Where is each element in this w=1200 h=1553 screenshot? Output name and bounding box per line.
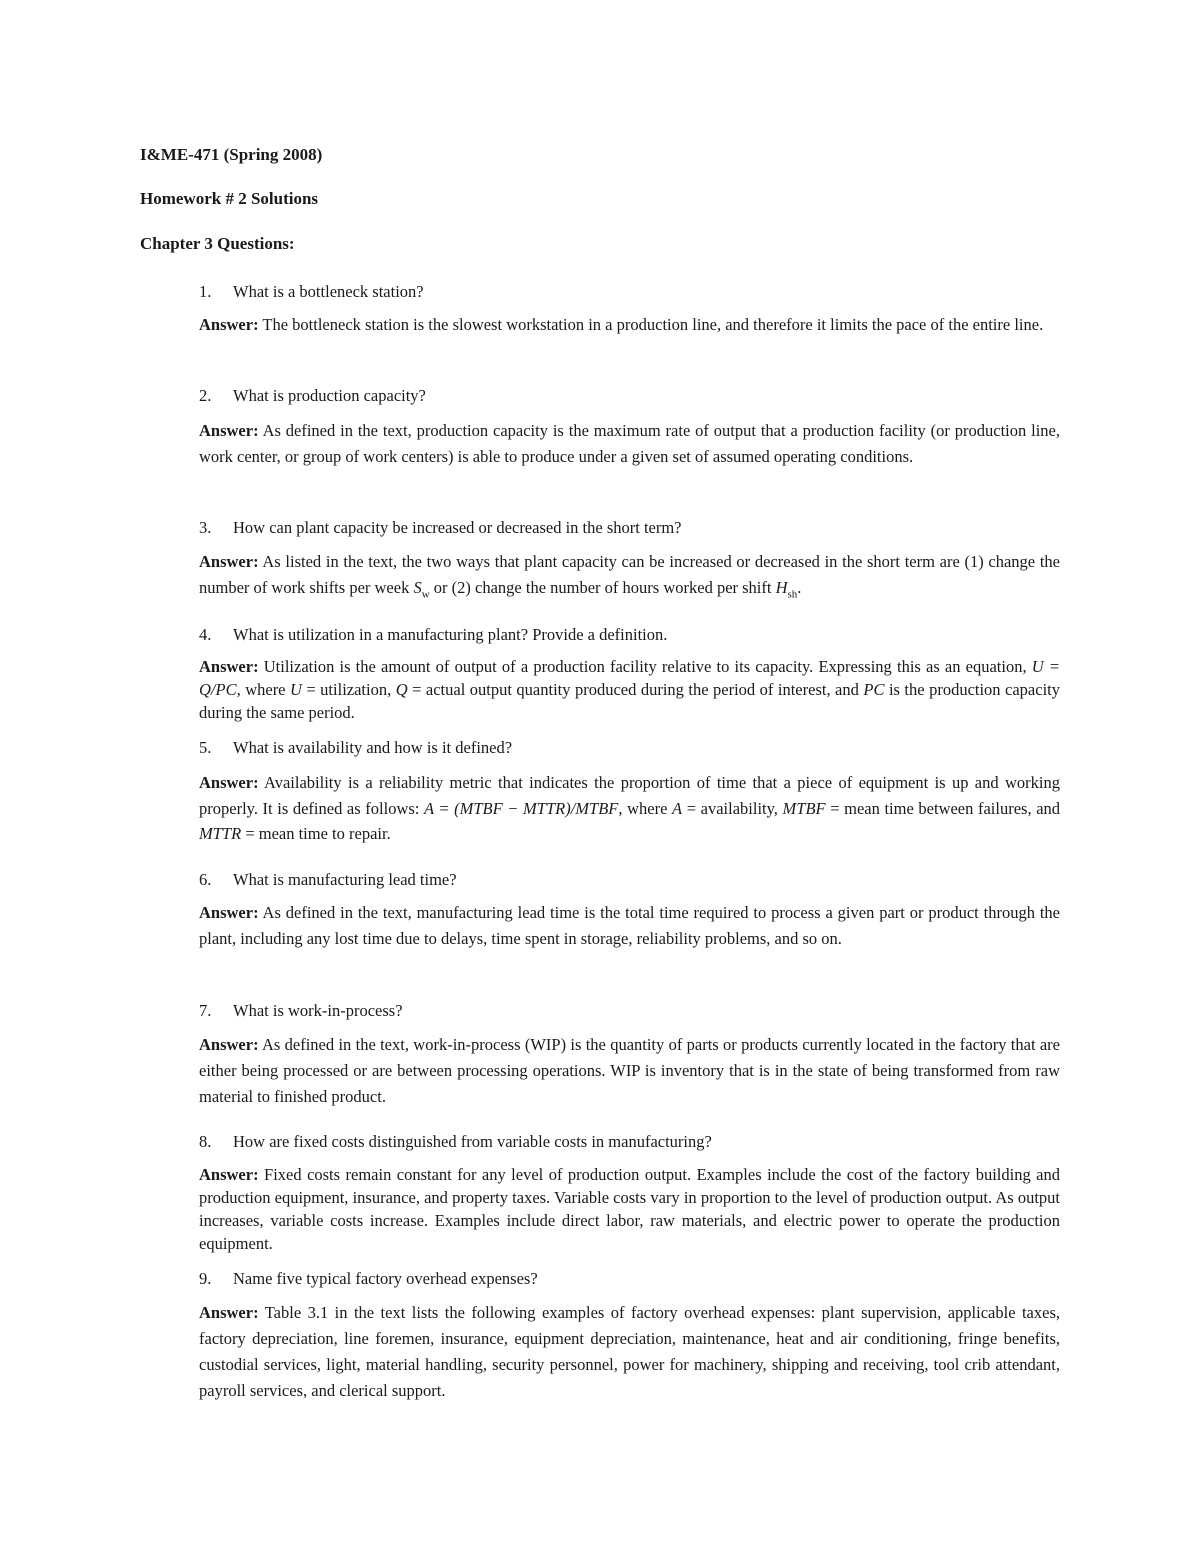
equation: U = Q/PC	[199, 657, 1060, 699]
var-mttr: MTTR	[199, 824, 242, 843]
question-number: 2.	[199, 386, 212, 405]
question-text: How are fixed costs distinguished from variable costs in manufacturing?	[233, 1132, 712, 1151]
question-text: What is work-in-process?	[233, 1001, 403, 1020]
question-text: How can plant capacity be increased or decreased in the short term?	[233, 518, 682, 537]
question-number: 8.	[199, 1132, 212, 1151]
document-title: Homework # 2 Solutions	[140, 189, 319, 208]
answer-text: = mean time between failures, and	[825, 798, 1061, 818]
question-1	[199, 281, 1069, 303]
answer-text: Table 3.1 in the text lists the following examples of factory overhead expenses: plant supervision, applicable taxes, factory depreciation, line foremen, insurance, equipment depreciation, maintenance, heat and air conditioning, fringe benefits, custodial services, light, material handling, security personnel, power for machinery, shipping and receiving, tool crib attendant, payroll services, and clerical support.	[199, 1303, 1061, 1400]
answer-label: Answer:	[199, 315, 259, 334]
var-hours: H	[775, 577, 788, 597]
answer-4	[199, 655, 1060, 724]
answer-text: As listed in the text, the two ways that plant capacity can be increased or decreased in the short term are (1) change the number of work shifts per week	[199, 552, 1060, 597]
answer-text: , where	[618, 798, 673, 818]
answer-label: Answer:	[199, 773, 259, 792]
question-number: 4.	[199, 625, 212, 644]
section-heading: Chapter 3 Questions:	[140, 234, 295, 253]
question-number: 6.	[199, 870, 212, 889]
answer-label: Answer:	[199, 1035, 259, 1054]
question-text: What is production capacity?	[233, 386, 426, 405]
question-9	[199, 1268, 1069, 1290]
answer-text: is the production capacity during the same period.	[199, 680, 1061, 722]
answer-text: As defined in the text, work-in-process (WIP) is the quantity of parts or products currently located in the factory that are either being processed or are between processing operations. WIP is inventory that is in the state of being transformed from raw material to finished product.	[199, 1035, 1060, 1106]
var-pc: PC	[863, 680, 885, 699]
question-7	[199, 1000, 1069, 1022]
question-text: What is utilization in a manufacturing plant? Provide a definition.	[233, 625, 668, 644]
answer-9	[199, 1300, 1060, 1404]
answer-text: .	[797, 577, 802, 597]
var-hours-sub: sh	[787, 587, 798, 600]
answer-8	[199, 1163, 1060, 1255]
question-text: What is manufacturing lead time?	[233, 870, 457, 889]
question-3	[199, 517, 1069, 539]
question-text: Name five typical factory overhead expenses?	[233, 1269, 538, 1288]
answer-7	[199, 1032, 1060, 1110]
answer-3	[199, 549, 1060, 600]
answer-6	[199, 900, 1060, 951]
answer-text: As defined in the text, production capacity is the maximum rate of output that a production facility (or production line, work center, or group of work centers) is able to produce under a given set of assumed operating conditions.	[199, 421, 1060, 466]
answer-text: = mean time to repair.	[241, 824, 391, 843]
answer-5	[199, 770, 1060, 847]
question-number: 1.	[199, 282, 212, 301]
answer-text: The bottleneck station is the slowest workstation in a production line, and therefore it limits the pace of the entire line.	[262, 315, 1044, 334]
var-a: A	[672, 798, 683, 818]
answer-label: Answer:	[199, 903, 259, 922]
var-shifts-sub: w	[421, 587, 430, 600]
course-heading: I&ME-471 (Spring 2008)	[140, 145, 323, 164]
answer-label: Answer:	[199, 1165, 259, 1184]
question-text: What is a bottleneck station?	[233, 282, 424, 301]
answer-text: , where	[236, 680, 290, 699]
answer-2	[199, 418, 1060, 469]
question-8	[199, 1131, 1069, 1153]
question-2	[199, 385, 1069, 407]
question-4	[199, 624, 1069, 646]
question-5	[199, 737, 1069, 759]
var-shifts: S	[413, 577, 422, 597]
question-text: What is availability and how is it defined?	[233, 738, 513, 757]
answer-text: Utilization is the amount of output of a production facility relative to its capacity. Expressing this as an equation,	[263, 657, 1032, 676]
answer-text: = availability,	[682, 798, 783, 818]
question-number: 3.	[199, 518, 212, 537]
answer-text: or (2) change the number of hours worked per shift	[429, 577, 776, 597]
answer-text: Fixed costs remain constant for any level of production output. Examples include the cost of the factory building and production equipment, insurance, and property taxes. Variable costs vary in proportion to the level of production output. As output increases, variable costs increase. Examples include direct labor, raw materials, and electric power to operate the production equipment.	[199, 1165, 1060, 1253]
answer-label: Answer:	[199, 552, 259, 571]
question-number: 5.	[199, 738, 212, 757]
var-mtbf: MTBF	[782, 798, 826, 818]
answer-text: = actual output quantity produced during the period of interest, and	[407, 680, 864, 699]
question-number: 9.	[199, 1269, 212, 1288]
answer-label: Answer:	[199, 421, 259, 440]
var-u: U	[290, 680, 302, 699]
answer-1	[199, 312, 1060, 338]
answer-label: Answer:	[199, 657, 259, 676]
question-number: 7.	[199, 1001, 212, 1020]
question-6	[199, 869, 1069, 891]
answer-text: = utilization,	[301, 680, 396, 699]
answer-text: As defined in the text, manufacturing lead time is the total time required to process a given part or product through the plant, including any lost time due to delays, time spent in storage, reliability problems, and so on.	[199, 903, 1060, 948]
answer-label: Answer:	[199, 1303, 259, 1322]
equation: A = (MTBF − MTTR)/MTBF	[423, 798, 619, 818]
answer-text: Availability is a reliability metric that indicates the proportion of time that a piece of equipment is up and working properly. It is defined as follows:	[199, 773, 1060, 818]
var-q: Q	[395, 680, 408, 699]
